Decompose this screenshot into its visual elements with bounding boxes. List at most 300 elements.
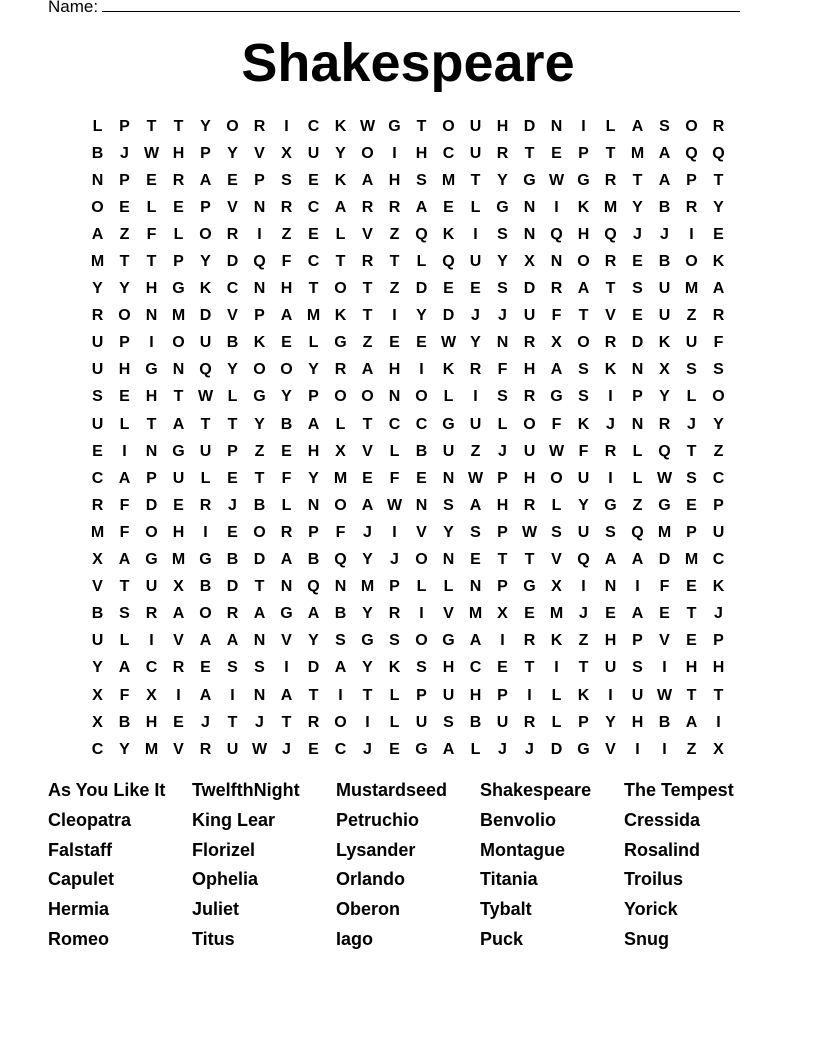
- grid-letter[interactable]: G: [145, 361, 158, 379]
- grid-letter[interactable]: P: [497, 469, 508, 487]
- grid-letter[interactable]: I: [662, 740, 667, 758]
- grid-letter[interactable]: G: [415, 740, 428, 758]
- grid-letter[interactable]: A: [631, 117, 644, 135]
- grid-letter[interactable]: Z: [470, 442, 481, 460]
- grid-letter[interactable]: I: [662, 659, 667, 677]
- grid-letter[interactable]: W: [197, 388, 214, 406]
- grid-letter[interactable]: T: [362, 280, 373, 298]
- grid-letter[interactable]: Y: [632, 198, 643, 216]
- grid-letter[interactable]: T: [524, 144, 535, 162]
- grid-letter[interactable]: M: [306, 307, 321, 325]
- grid-letter[interactable]: R: [145, 605, 158, 623]
- grid-letter[interactable]: Q: [604, 225, 617, 243]
- grid-letter[interactable]: Y: [443, 523, 454, 541]
- grid-letter[interactable]: E: [227, 171, 238, 189]
- grid-letter[interactable]: E: [416, 469, 427, 487]
- grid-letter[interactable]: Z: [389, 280, 400, 298]
- grid-letter[interactable]: P: [200, 198, 211, 216]
- grid-letter[interactable]: W: [521, 523, 538, 541]
- grid-letter[interactable]: M: [630, 144, 645, 162]
- grid-letter[interactable]: I: [527, 686, 532, 704]
- grid-letter[interactable]: S: [551, 523, 562, 541]
- grid-letter[interactable]: S: [632, 659, 643, 677]
- grid-letter[interactable]: L: [200, 469, 211, 487]
- grid-letter[interactable]: V: [362, 442, 373, 460]
- grid-letter[interactable]: K: [550, 632, 563, 650]
- grid-letter[interactable]: I: [257, 225, 262, 243]
- grid-letter[interactable]: B: [469, 713, 482, 731]
- grid-letter[interactable]: P: [686, 171, 697, 189]
- grid-letter[interactable]: I: [176, 686, 181, 704]
- grid-letter[interactable]: P: [200, 144, 211, 162]
- grid-letter[interactable]: A: [631, 551, 644, 569]
- grid-letter[interactable]: R: [712, 117, 725, 135]
- grid-letter[interactable]: V: [362, 225, 373, 243]
- grid-letter[interactable]: M: [171, 551, 186, 569]
- grid-letter[interactable]: A: [361, 361, 374, 379]
- grid-letter[interactable]: O: [577, 334, 590, 352]
- grid-letter[interactable]: S: [659, 117, 670, 135]
- grid-letter[interactable]: H: [496, 496, 509, 514]
- grid-letter[interactable]: U: [631, 686, 644, 704]
- grid-letter[interactable]: Z: [632, 496, 643, 514]
- grid-letter[interactable]: C: [307, 117, 320, 135]
- grid-letter[interactable]: A: [631, 605, 644, 623]
- grid-letter[interactable]: U: [685, 334, 698, 352]
- grid-letter[interactable]: K: [334, 171, 347, 189]
- grid-letter[interactable]: E: [200, 659, 211, 677]
- grid-letter[interactable]: I: [149, 334, 154, 352]
- grid-letter[interactable]: Y: [308, 632, 319, 650]
- grid-letter[interactable]: C: [226, 280, 239, 298]
- grid-letter[interactable]: R: [523, 334, 536, 352]
- grid-letter[interactable]: X: [524, 253, 535, 271]
- grid-letter[interactable]: R: [307, 713, 320, 731]
- grid-letter[interactable]: A: [172, 415, 185, 433]
- grid-letter[interactable]: D: [145, 496, 158, 514]
- grid-letter[interactable]: I: [392, 307, 397, 325]
- grid-letter[interactable]: N: [145, 442, 158, 460]
- grid-letter[interactable]: H: [685, 659, 698, 677]
- grid-letter[interactable]: F: [659, 578, 670, 596]
- grid-letter[interactable]: P: [254, 171, 265, 189]
- grid-letter[interactable]: E: [308, 740, 319, 758]
- grid-letter[interactable]: Z: [119, 225, 130, 243]
- grid-letter[interactable]: I: [635, 578, 640, 596]
- grid-letter[interactable]: U: [658, 307, 671, 325]
- grid-letter[interactable]: J: [687, 415, 696, 433]
- grid-letter[interactable]: O: [712, 388, 725, 406]
- grid-letter[interactable]: J: [201, 713, 210, 731]
- grid-letter[interactable]: G: [442, 632, 455, 650]
- grid-letter[interactable]: T: [173, 388, 184, 406]
- grid-letter[interactable]: H: [118, 361, 131, 379]
- grid-letter[interactable]: K: [388, 659, 401, 677]
- grid-letter[interactable]: B: [658, 253, 671, 271]
- grid-letter[interactable]: E: [173, 198, 184, 216]
- grid-letter[interactable]: A: [307, 415, 320, 433]
- grid-letter[interactable]: S: [254, 659, 265, 677]
- grid-letter[interactable]: K: [577, 686, 590, 704]
- grid-letter[interactable]: A: [469, 496, 482, 514]
- grid-letter[interactable]: O: [361, 388, 374, 406]
- grid-letter[interactable]: L: [389, 442, 400, 460]
- grid-letter[interactable]: L: [605, 117, 616, 135]
- grid-letter[interactable]: N: [253, 198, 266, 216]
- grid-letter[interactable]: P: [713, 632, 724, 650]
- grid-letter[interactable]: G: [280, 605, 293, 623]
- grid-letter[interactable]: N: [550, 117, 563, 135]
- grid-letter[interactable]: L: [281, 496, 292, 514]
- grid-letter[interactable]: V: [416, 523, 427, 541]
- grid-letter[interactable]: U: [145, 578, 158, 596]
- grid-letter[interactable]: O: [280, 361, 293, 379]
- grid-letter[interactable]: L: [416, 253, 427, 271]
- grid-letter[interactable]: T: [335, 253, 346, 271]
- grid-letter[interactable]: P: [119, 117, 130, 135]
- grid-letter[interactable]: O: [145, 523, 158, 541]
- grid-letter[interactable]: R: [172, 171, 185, 189]
- grid-letter[interactable]: W: [359, 117, 376, 135]
- grid-letter[interactable]: Y: [254, 415, 265, 433]
- grid-letter[interactable]: T: [605, 144, 616, 162]
- grid-letter[interactable]: K: [334, 117, 347, 135]
- grid-letter[interactable]: O: [334, 496, 347, 514]
- grid-letter[interactable]: A: [118, 659, 131, 677]
- grid-letter[interactable]: J: [498, 442, 507, 460]
- grid-letter[interactable]: S: [632, 280, 643, 298]
- grid-letter[interactable]: S: [281, 171, 292, 189]
- grid-letter[interactable]: U: [172, 469, 185, 487]
- grid-letter[interactable]: N: [631, 415, 644, 433]
- grid-letter[interactable]: W: [656, 469, 673, 487]
- grid-letter[interactable]: I: [608, 686, 613, 704]
- grid-letter[interactable]: P: [497, 686, 508, 704]
- grid-letter[interactable]: U: [469, 117, 482, 135]
- grid-letter[interactable]: R: [253, 117, 266, 135]
- grid-letter[interactable]: T: [470, 171, 481, 189]
- grid-letter[interactable]: P: [713, 496, 724, 514]
- grid-letter[interactable]: L: [173, 225, 184, 243]
- grid-letter[interactable]: W: [251, 740, 268, 758]
- grid-letter[interactable]: H: [145, 713, 158, 731]
- grid-letter[interactable]: M: [549, 605, 564, 623]
- grid-letter[interactable]: Y: [713, 198, 724, 216]
- grid-letter[interactable]: X: [497, 605, 508, 623]
- grid-letter[interactable]: X: [713, 740, 724, 758]
- grid-letter[interactable]: T: [686, 686, 697, 704]
- grid-letter[interactable]: L: [686, 388, 697, 406]
- grid-letter[interactable]: E: [227, 469, 238, 487]
- grid-letter[interactable]: O: [199, 605, 212, 623]
- grid-letter[interactable]: Q: [442, 253, 455, 271]
- grid-letter[interactable]: R: [388, 605, 401, 623]
- grid-letter[interactable]: E: [632, 253, 643, 271]
- grid-letter[interactable]: W: [548, 171, 565, 189]
- grid-letter[interactable]: T: [119, 253, 130, 271]
- grid-letter[interactable]: Y: [362, 551, 373, 569]
- grid-letter[interactable]: K: [712, 253, 725, 271]
- grid-letter[interactable]: M: [441, 171, 456, 189]
- grid-letter[interactable]: W: [548, 442, 565, 460]
- grid-letter[interactable]: U: [91, 334, 104, 352]
- grid-letter[interactable]: F: [551, 307, 562, 325]
- grid-letter[interactable]: U: [199, 442, 212, 460]
- grid-letter[interactable]: T: [362, 415, 373, 433]
- grid-letter[interactable]: R: [388, 198, 401, 216]
- grid-letter[interactable]: V: [92, 578, 103, 596]
- grid-letter[interactable]: P: [416, 686, 427, 704]
- grid-letter[interactable]: A: [361, 171, 374, 189]
- grid-letter[interactable]: O: [253, 361, 266, 379]
- grid-letter[interactable]: N: [172, 361, 185, 379]
- grid-letter[interactable]: B: [199, 578, 212, 596]
- grid-letter[interactable]: L: [119, 632, 130, 650]
- grid-letter[interactable]: N: [253, 280, 266, 298]
- grid-letter[interactable]: G: [172, 280, 185, 298]
- grid-letter[interactable]: M: [657, 523, 672, 541]
- grid-letter[interactable]: J: [714, 605, 723, 623]
- grid-letter[interactable]: W: [386, 496, 403, 514]
- grid-letter[interactable]: J: [363, 523, 372, 541]
- grid-letter[interactable]: A: [280, 551, 293, 569]
- grid-letter[interactable]: N: [631, 361, 644, 379]
- grid-letter[interactable]: G: [523, 578, 536, 596]
- grid-letter[interactable]: G: [172, 442, 185, 460]
- grid-letter[interactable]: S: [713, 361, 724, 379]
- grid-letter[interactable]: P: [578, 713, 589, 731]
- grid-letter[interactable]: C: [307, 198, 320, 216]
- grid-letter[interactable]: P: [146, 469, 157, 487]
- grid-letter[interactable]: L: [308, 334, 319, 352]
- grid-letter[interactable]: M: [171, 307, 186, 325]
- grid-letter[interactable]: N: [91, 171, 104, 189]
- grid-letter[interactable]: M: [603, 198, 618, 216]
- grid-letter[interactable]: C: [307, 253, 320, 271]
- grid-letter[interactable]: Y: [578, 496, 589, 514]
- grid-letter[interactable]: K: [442, 225, 455, 243]
- grid-letter[interactable]: A: [280, 686, 293, 704]
- grid-letter[interactable]: R: [199, 496, 212, 514]
- grid-letter[interactable]: O: [334, 388, 347, 406]
- grid-letter[interactable]: E: [308, 225, 319, 243]
- grid-letter[interactable]: U: [469, 144, 482, 162]
- grid-letter[interactable]: J: [498, 740, 507, 758]
- grid-letter[interactable]: E: [443, 280, 454, 298]
- grid-letter[interactable]: O: [172, 334, 185, 352]
- grid-letter[interactable]: U: [712, 523, 725, 541]
- grid-letter[interactable]: Y: [200, 253, 211, 271]
- grid-letter[interactable]: T: [416, 117, 427, 135]
- grid-letter[interactable]: J: [498, 307, 507, 325]
- grid-letter[interactable]: H: [172, 523, 185, 541]
- grid-letter[interactable]: Y: [497, 171, 508, 189]
- grid-letter[interactable]: A: [199, 686, 212, 704]
- grid-letter[interactable]: X: [173, 578, 184, 596]
- grid-letter[interactable]: R: [604, 253, 617, 271]
- grid-letter[interactable]: M: [684, 551, 699, 569]
- grid-letter[interactable]: H: [307, 442, 320, 460]
- grid-letter[interactable]: W: [467, 469, 484, 487]
- grid-letter[interactable]: Y: [470, 334, 481, 352]
- grid-letter[interactable]: H: [631, 713, 644, 731]
- grid-letter[interactable]: V: [551, 551, 562, 569]
- grid-letter[interactable]: B: [307, 551, 320, 569]
- grid-letter[interactable]: D: [415, 280, 428, 298]
- grid-letter[interactable]: P: [389, 578, 400, 596]
- grid-letter[interactable]: A: [199, 632, 212, 650]
- grid-letter[interactable]: X: [92, 686, 103, 704]
- grid-letter[interactable]: M: [90, 253, 105, 271]
- grid-letter[interactable]: X: [551, 578, 562, 596]
- grid-letter[interactable]: R: [361, 198, 374, 216]
- grid-letter[interactable]: F: [497, 361, 508, 379]
- grid-letter[interactable]: X: [281, 144, 292, 162]
- grid-letter[interactable]: S: [335, 632, 346, 650]
- grid-letter[interactable]: E: [632, 307, 643, 325]
- grid-letter[interactable]: I: [284, 659, 289, 677]
- grid-letter[interactable]: G: [523, 171, 536, 189]
- grid-letter[interactable]: N: [253, 632, 266, 650]
- grid-letter[interactable]: F: [389, 469, 400, 487]
- grid-letter[interactable]: A: [658, 144, 671, 162]
- grid-letter[interactable]: Y: [308, 361, 319, 379]
- grid-letter[interactable]: Q: [685, 144, 698, 162]
- grid-letter[interactable]: E: [146, 171, 157, 189]
- grid-letter[interactable]: O: [685, 253, 698, 271]
- grid-letter[interactable]: R: [604, 171, 617, 189]
- grid-letter[interactable]: Z: [686, 307, 697, 325]
- grid-letter[interactable]: Z: [389, 225, 400, 243]
- grid-letter[interactable]: F: [119, 523, 130, 541]
- grid-letter[interactable]: U: [523, 307, 536, 325]
- grid-letter[interactable]: Y: [200, 117, 211, 135]
- grid-letter[interactable]: L: [227, 388, 238, 406]
- grid-letter[interactable]: M: [90, 523, 105, 541]
- grid-letter[interactable]: T: [686, 442, 697, 460]
- grid-letter[interactable]: F: [551, 415, 562, 433]
- grid-letter[interactable]: Y: [605, 713, 616, 731]
- grid-letter[interactable]: V: [281, 632, 292, 650]
- grid-letter[interactable]: T: [713, 171, 724, 189]
- grid-letter[interactable]: E: [686, 632, 697, 650]
- grid-letter[interactable]: T: [632, 171, 643, 189]
- grid-letter[interactable]: A: [280, 307, 293, 325]
- grid-letter[interactable]: I: [392, 523, 397, 541]
- grid-letter[interactable]: Y: [497, 253, 508, 271]
- grid-letter[interactable]: U: [226, 740, 239, 758]
- grid-letter[interactable]: Q: [307, 578, 320, 596]
- grid-letter[interactable]: O: [226, 117, 239, 135]
- grid-letter[interactable]: J: [390, 551, 399, 569]
- grid-letter[interactable]: H: [415, 144, 428, 162]
- grid-letter[interactable]: E: [362, 469, 373, 487]
- grid-letter[interactable]: D: [523, 280, 536, 298]
- grid-letter[interactable]: N: [415, 496, 428, 514]
- grid-letter[interactable]: P: [308, 523, 319, 541]
- grid-letter[interactable]: A: [550, 361, 563, 379]
- grid-letter[interactable]: L: [335, 225, 346, 243]
- grid-letter[interactable]: L: [551, 496, 562, 514]
- grid-letter[interactable]: E: [281, 442, 292, 460]
- grid-letter[interactable]: H: [442, 659, 455, 677]
- grid-letter[interactable]: E: [470, 551, 481, 569]
- grid-letter[interactable]: V: [227, 198, 238, 216]
- grid-letter[interactable]: N: [253, 686, 266, 704]
- grid-letter[interactable]: D: [442, 307, 455, 325]
- name-blank-line[interactable]: [102, 0, 740, 12]
- grid-letter[interactable]: U: [307, 144, 320, 162]
- grid-letter[interactable]: B: [658, 198, 671, 216]
- grid-letter[interactable]: T: [200, 415, 211, 433]
- grid-letter[interactable]: O: [118, 307, 131, 325]
- grid-letter[interactable]: J: [228, 496, 237, 514]
- grid-letter[interactable]: H: [496, 117, 509, 135]
- grid-letter[interactable]: Q: [415, 225, 428, 243]
- grid-letter[interactable]: T: [254, 469, 265, 487]
- grid-letter[interactable]: L: [632, 442, 643, 460]
- grid-letter[interactable]: C: [388, 415, 401, 433]
- grid-letter[interactable]: B: [415, 442, 428, 460]
- grid-letter[interactable]: M: [333, 469, 348, 487]
- grid-letter[interactable]: B: [226, 551, 239, 569]
- grid-letter[interactable]: E: [308, 171, 319, 189]
- grid-letter[interactable]: O: [442, 117, 455, 135]
- grid-letter[interactable]: N: [550, 253, 563, 271]
- grid-letter[interactable]: I: [338, 686, 343, 704]
- grid-letter[interactable]: I: [419, 605, 424, 623]
- grid-letter[interactable]: B: [226, 334, 239, 352]
- grid-letter[interactable]: U: [442, 686, 455, 704]
- grid-letter[interactable]: B: [91, 605, 104, 623]
- grid-letter[interactable]: K: [658, 334, 671, 352]
- grid-letter[interactable]: A: [307, 605, 320, 623]
- grid-letter[interactable]: V: [443, 605, 454, 623]
- grid-letter[interactable]: D: [631, 334, 644, 352]
- grid-letter[interactable]: N: [280, 578, 293, 596]
- grid-letter[interactable]: N: [388, 388, 401, 406]
- grid-letter[interactable]: T: [281, 713, 292, 731]
- grid-letter[interactable]: C: [442, 144, 455, 162]
- grid-letter[interactable]: D: [523, 117, 536, 135]
- grid-letter[interactable]: O: [577, 253, 590, 271]
- grid-letter[interactable]: T: [686, 605, 697, 623]
- grid-letter[interactable]: L: [497, 415, 508, 433]
- grid-letter[interactable]: O: [334, 280, 347, 298]
- grid-letter[interactable]: T: [146, 415, 157, 433]
- grid-letter[interactable]: N: [145, 307, 158, 325]
- grid-letter[interactable]: N: [307, 496, 320, 514]
- grid-letter[interactable]: H: [172, 144, 185, 162]
- grid-letter[interactable]: A: [469, 632, 482, 650]
- grid-letter[interactable]: R: [496, 144, 509, 162]
- grid-letter[interactable]: O: [523, 415, 536, 433]
- grid-letter[interactable]: V: [605, 740, 616, 758]
- grid-letter[interactable]: F: [281, 469, 292, 487]
- grid-letter[interactable]: I: [581, 578, 586, 596]
- grid-letter[interactable]: O: [415, 632, 428, 650]
- grid-letter[interactable]: L: [551, 686, 562, 704]
- grid-letter[interactable]: L: [443, 388, 454, 406]
- grid-letter[interactable]: A: [91, 225, 104, 243]
- grid-letter[interactable]: P: [227, 442, 238, 460]
- grid-letter[interactable]: N: [604, 578, 617, 596]
- grid-letter[interactable]: C: [145, 659, 158, 677]
- grid-letter[interactable]: X: [92, 713, 103, 731]
- grid-letter[interactable]: B: [334, 605, 347, 623]
- grid-letter[interactable]: L: [389, 713, 400, 731]
- grid-letter[interactable]: R: [658, 415, 671, 433]
